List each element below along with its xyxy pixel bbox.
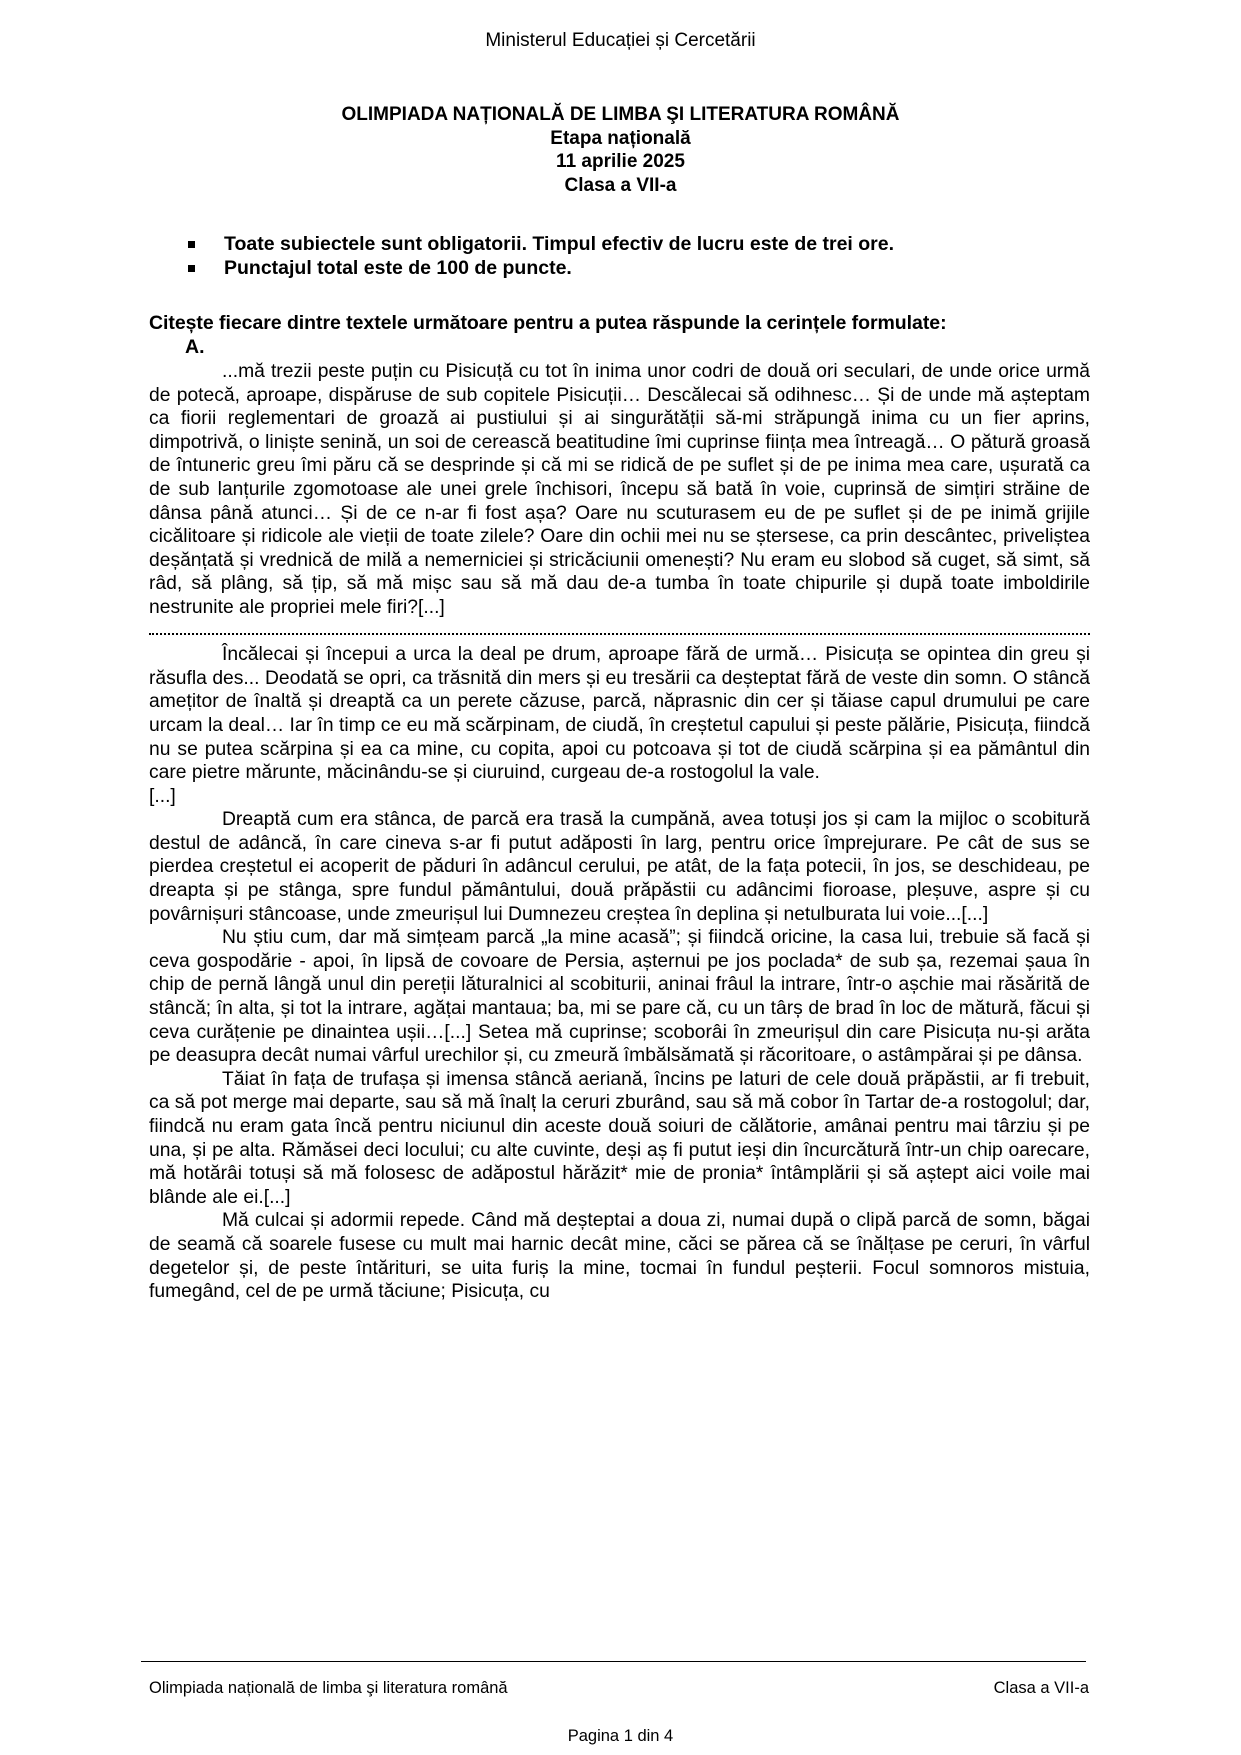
text-paragraph: Dreaptă cum era stânca, de parcă era trasă la cumpănă, avea totuși jos și cam la mijloc o scobitură destul de adâncă, în care cineva s-ar fi putut adăposti în larg, pentru orice împrejurare. Pe cât de sus se pierdea creștetul ei acoperit de păduri în adâncul cerului, pe atât, de la fața potecii, în jos, se deschideau, pe dreapta și pe stânga, spre fundul pământului, două prăpăstii cu adâncimi fioroase, pleșuve, aspre și cu povârnișuri stâncoase, unde zmeurișul lui Dumnezeu creștea în deplina și netulburata lui voie...[...] [149,809,1090,925]
rules-list [150,232,894,280]
rule-text: Punctajul total este de 100 de puncte. [224,257,572,279]
stage-label: Etapa națională [550,127,691,149]
dotted-separator [149,620,1090,644]
rule-text: Toate subiectele sunt obligatorii. Timpul efectiv de lucru este de trei ore. [224,233,895,255]
section-label: A. [185,336,205,358]
text-paragraph: Mă culcai și adormii repede. Când mă deșteptai a doua zi, numai după o clipă parcă de somn, băgai de seamă că soarele fusese cu mult mai harnic decât mine, căci se părea că se înălțase pe ceruri, în vârful degetelor și, de peste întărituri, se uita furiș la mine, tocmai în fundul peșterii. Focul somnoros mistuia, fumegând, cel de pe urmă tăciune; Pisicuța, cu [149,1210,1090,1303]
text-paragraph: ...mă trezii peste puțin cu Pisicuță cu tot în inima unor codri de două ori seculari, de unde orice urmă de potecă, aproape, dispăruse de sub copitele Pisicuții… Descălecai să odihnesc… Și de unde mă așteptam ca fiorii reglementari de groază ai pustiului și ai singurătății să-mi străpungă inima cu un fier aprins, dimpotrivă, o liniște senină, un soi de cerească beatitudine îmi cuprinse ființa mea întreagă… O pătură groasă de întuneric greu îmi păru că se desprinde și că mi se ridică de pe suflet și de pe inima mea care, ușurată ca de sub lanțurile zgomotoase ale unei grele închisori, începu să bată în voie, cuprinsă de simțiri străine de dânsa până atunci… Și de ce n-ar fi fost așa? Oare nu scuturasem eu de pe suflet și de pe inimă grijile cicălitoare și ridicole ale vieții de toate zilele? Oare din ochii mei nu se ștersese, ca prin descântec, priveliștea deșănțată și vrednică de milă a nemerniciei și stricăciunii omenești? Nu eram eu slobod să cuget, să simt, să râd, să plâng, să țip, să mă mișc sau să mă dau de-a tumba în toate chipurile și după toate imboldirile nestrunite ale propriei mele firi?[...] [149,361,1090,618]
grade-label: Clasa a VII-a [564,174,677,196]
square-bullet-icon [188,241,195,248]
rule-item [150,232,894,256]
footer-grade: Clasa a VII-a [993,1679,1089,1697]
rule-item [150,256,894,280]
text-paragraph: Încălecai și începui a urca la deal pe drum, aproape fără de urmă… Pisicuța se opintea din greu și răsufla des... Deodată se opri, ca trăsnită din mers și eu tresării ca deșteptat fără de veste din somn. O stâncă amețitor de înaltă și dreaptă ca un perete căzuse, parcă, năprasnic din cer și tăiase capul drumului pe care urcam la deal… Iar în timp ce eu mă scărpinam, de ciudă, în creștetul capului și peste pălărie, Pisicuța, fiindcă nu se putea scărpina și ea ca mine, cu copita, apoi cu potcoava și tot de ciudă scărpina și ea pământul din care pietre mărunte, măcinându-se și ciuruind, curgeau de-a rostogolul la vale. [149,644,1090,784]
olympiad-title: OLIMPIADA NAȚIONALĂ DE LIMBA ŞI LITERATURA ROMÂNĂ [341,104,900,125]
footer-divider [141,1661,1086,1662]
text-a-body [149,360,1090,1304]
title-block [0,103,1241,197]
text-ellipsis: [...] [149,785,176,807]
footer-olympiad-name: Olimpiada națională de limba şi literatura română [149,1679,508,1697]
page-number: Pagina 1 din 4 [567,1727,674,1745]
exam-date: 11 aprilie 2025 [556,151,685,172]
ministry-header: Ministerul Educației și Cercetării [485,30,756,51]
square-bullet-icon [188,265,195,272]
reading-instruction: Citește fiecare dintre textele următoare pentru a putea răspunde la cerințele formulate: [149,312,947,334]
text-paragraph: Tăiat în fața de trufașa și imensa stâncă aeriană, încins pe laturi de cele două prăpăstii, ar fi trebuit, ca să pot merge mai departe, sau să mă înalț la ceruri zburând, sau să mă cobor în Tartar de-a rostogolul; dar, fiindcă nu eram gata încă pentru niciunul din aceste două soiuri de călătorie, amânai pentru mai târziu și pe una, și pe alta. Rămăsei deci locului; cu alte cuvinte, deși aș fi putut ieși din încurcătură într-un chip oarecare, mă hotărâi totuși să mă folosesc de adăpostul hărăzit* mie de pronia* întâmplării și să aștept aici voile mai blânde ale ei.[...] [149,1068,1090,1208]
text-paragraph: Nu știu cum, dar mă simțeam parcă „la mine acasă”; și fiindcă oricine, la casa lui, trebuie să facă și ceva gospodărie - apoi, în lipsă de covoare de Persia, așternui pe jos poclada* de sub șa, rezemai șaua în chip de pernă lângă unul din pereții lăturalnici al scobiturii, aninai frâul la intrare, într-o așchie mai răsărită de stâncă; în alta, și tot la intrare, agățai mantaua; ba, mi se pare că, cu un târș de brad în loc de mătură, făcui și ceva curățenie pe dinaintea ușii…[...] Setea mă cuprinse; scoborâi în zmeurișul din care Pisicuța nu-și arăta pe deasupra decât numai vârful urechilor și, cu zmeură îmbălsămată și răcoritoare, o astâmpărai și pe dânsa. [149,927,1090,1067]
